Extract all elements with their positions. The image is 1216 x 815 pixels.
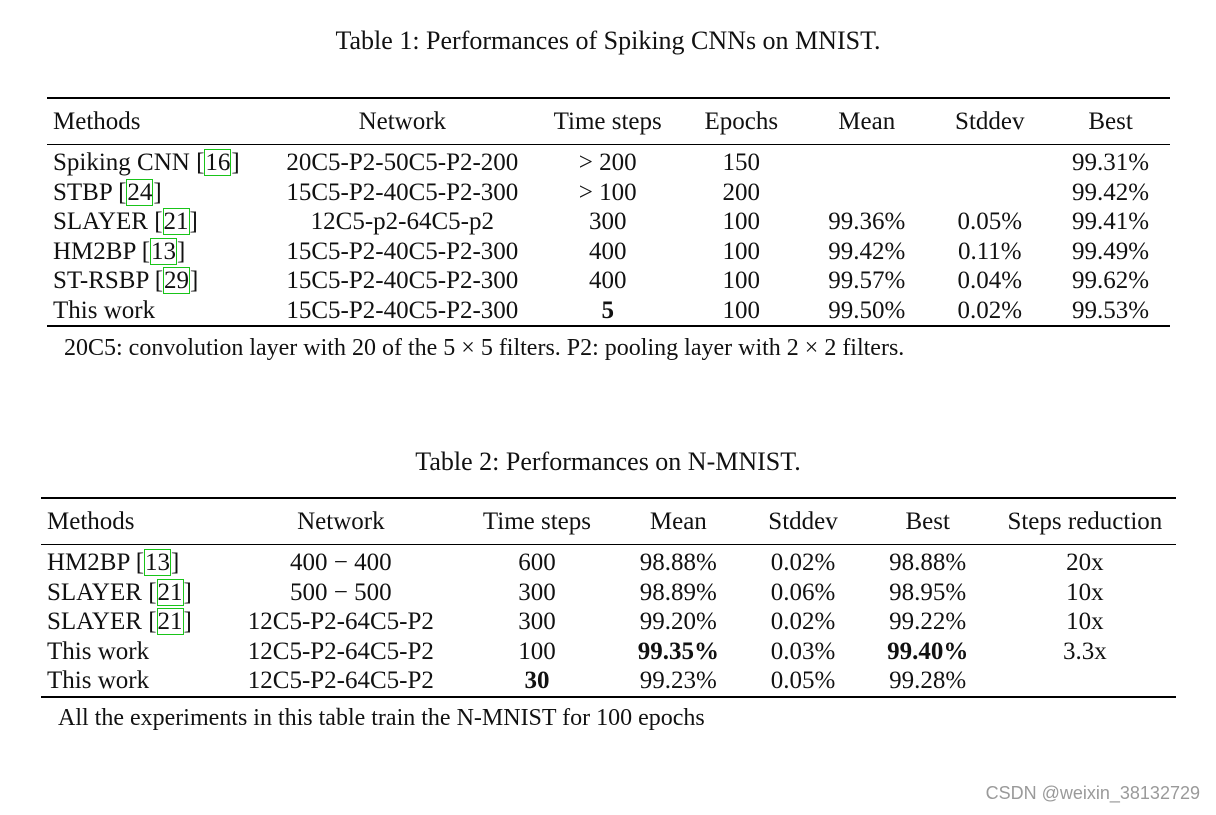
method-cell: SLAYER [21]	[47, 608, 192, 636]
stddev-cell: 0.06%	[770, 578, 836, 606]
best-cell: 99.31%	[1072, 149, 1150, 177]
citation-link[interactable]: 16	[205, 149, 231, 177]
mean-cell: 99.35%	[637, 637, 719, 665]
table-row	[41, 578, 1176, 608]
best-cell: 99.22%	[889, 608, 967, 636]
method-cell: SLAYER [21]	[53, 208, 198, 236]
table1-header-best: Best	[1088, 107, 1133, 135]
table2-header-stddev: Stddev	[768, 507, 838, 535]
citation-link[interactable]: 21	[163, 208, 189, 236]
mean-cell	[805, 178, 928, 208]
table2-header-steps-reduction: Steps reduction	[1007, 507, 1163, 535]
epochs-cell: 100	[722, 267, 761, 295]
best-cell: 99.62%	[1072, 267, 1150, 295]
best-cell: 98.95%	[889, 578, 967, 606]
epochs-cell: 100	[722, 237, 761, 265]
mean-cell: 99.23%	[639, 667, 717, 695]
table2-footnote: All the experiments in this table train the N-MNIST for 100 epochs	[58, 705, 705, 731]
time-steps-cell: 30	[524, 667, 550, 695]
epochs-cell: 150	[722, 149, 761, 177]
stddev-cell: 0.02%	[957, 296, 1023, 324]
table1-header-time-steps: Time steps	[553, 107, 662, 135]
best-cell: 99.42%	[1072, 178, 1150, 206]
table2-header-row	[41, 498, 1176, 545]
steps-reduction-cell: 10x	[1066, 608, 1104, 636]
best-cell: 99.40%	[887, 637, 969, 665]
table1-footnote: 20C5: convolution layer with 20 of the 5 × 5 filters. P2: pooling layer with 2 × 2 filters.	[64, 335, 905, 361]
network-cell: 12C5-p2-64C5-p2	[310, 208, 494, 236]
network-cell: 15C5-P2-40C5-P2-300	[286, 296, 519, 324]
method-cell: STBP [24]	[53, 178, 162, 206]
best-cell: 98.88%	[889, 549, 967, 577]
network-cell: 15C5-P2-40C5-P2-300	[286, 237, 519, 265]
time-steps-cell: 300	[518, 578, 556, 606]
table-row	[47, 237, 1170, 267]
citation-link[interactable]: 13	[151, 237, 177, 265]
method-cell: This work	[53, 296, 156, 324]
stddev-cell: 0.02%	[770, 549, 836, 577]
mean-cell: 98.89%	[639, 578, 717, 606]
table-row	[47, 207, 1170, 237]
time-steps-cell: 600	[518, 549, 556, 577]
time-steps-cell: 400	[588, 237, 627, 265]
mean-cell: 99.20%	[639, 608, 717, 636]
table2	[41, 497, 1176, 698]
table1-header-mean: Mean	[838, 107, 896, 135]
table2-caption: Table 2: Performances on N-MNIST.	[415, 447, 801, 476]
network-cell: 15C5-P2-40C5-P2-300	[286, 178, 519, 206]
time-steps-cell: 300	[518, 608, 556, 636]
time-steps-cell: 100	[518, 637, 556, 665]
epochs-cell: 100	[722, 296, 761, 324]
network-cell: 12C5-P2-64C5-P2	[247, 667, 434, 695]
table1-caption: Table 1: Performances of Spiking CNNs on MNIST.	[335, 26, 881, 55]
network-cell: 20C5-P2-50C5-P2-200	[286, 149, 519, 177]
best-cell: 99.49%	[1072, 237, 1150, 265]
citation-link[interactable]: 24	[127, 178, 153, 206]
table1-header-stddev: Stddev	[955, 107, 1025, 135]
network-cell: 12C5-P2-64C5-P2	[247, 637, 434, 665]
table2-header-mean: Mean	[649, 507, 707, 535]
mean-cell: 99.50%	[828, 296, 906, 324]
epochs-cell: 200	[722, 178, 761, 206]
stddev-cell: 0.05%	[770, 667, 836, 695]
table2-header-best: Best	[905, 507, 950, 535]
table2-header-time-steps: Time steps	[482, 507, 592, 535]
method-cell: SLAYER [21]	[47, 578, 192, 606]
stddev-cell: 0.05%	[957, 208, 1023, 236]
stddev-cell: 0.11%	[957, 237, 1022, 265]
citation-link[interactable]: 21	[157, 578, 183, 606]
method-cell: This work	[47, 637, 150, 665]
table1-header-methods: Methods	[53, 107, 141, 135]
best-cell: 99.41%	[1072, 208, 1150, 236]
mean-cell	[805, 145, 928, 178]
best-cell: 99.28%	[889, 667, 967, 695]
stddev-cell	[928, 145, 1051, 178]
time-steps-cell: > 200	[578, 149, 637, 177]
network-cell: 400 − 400	[290, 549, 392, 577]
table-row	[41, 607, 1176, 637]
table1-header-network: Network	[358, 107, 447, 135]
mean-cell: 99.36%	[828, 208, 906, 236]
mean-cell: 99.57%	[828, 267, 906, 295]
method-cell: This work	[47, 667, 150, 695]
table-row	[47, 145, 1170, 178]
time-steps-cell: 300	[588, 208, 627, 236]
stddev-cell: 0.02%	[770, 608, 836, 636]
steps-reduction-cell	[994, 666, 1176, 697]
time-steps-cell: > 100	[578, 178, 637, 206]
watermark: CSDN @weixin_38132729	[985, 783, 1200, 803]
citation-link[interactable]: 29	[164, 267, 190, 295]
table2-header-network: Network	[297, 507, 385, 535]
network-cell: 12C5-P2-64C5-P2	[247, 608, 434, 636]
network-cell: 500 − 500	[290, 578, 392, 606]
table-row	[41, 545, 1176, 578]
table1	[47, 97, 1170, 327]
table-row	[41, 666, 1176, 697]
table-row	[47, 296, 1170, 327]
steps-reduction-cell: 3.3x	[1062, 637, 1107, 665]
time-steps-cell: 400	[588, 267, 627, 295]
steps-reduction-cell: 10x	[1066, 578, 1104, 606]
table1-header-row	[47, 98, 1170, 145]
citation-link[interactable]: 21	[157, 608, 183, 636]
table-row	[47, 178, 1170, 208]
table-row	[41, 637, 1176, 667]
mean-cell: 99.42%	[828, 237, 906, 265]
network-cell: 15C5-P2-40C5-P2-300	[286, 267, 519, 295]
mean-cell: 98.88%	[639, 549, 717, 577]
stddev-cell: 0.04%	[957, 267, 1023, 295]
stddev-cell	[928, 178, 1051, 208]
table2-header-methods: Methods	[47, 507, 135, 535]
citation-link[interactable]: 13	[145, 549, 171, 577]
stddev-cell: 0.03%	[770, 637, 836, 665]
method-cell: Spiking CNN [16]	[53, 149, 240, 177]
method-cell: HM2BP [13]	[53, 237, 186, 265]
time-steps-cell: 5	[601, 296, 614, 324]
epochs-cell: 100	[722, 208, 761, 236]
method-cell: ST-RSBP [29]	[53, 267, 199, 295]
best-cell: 99.53%	[1072, 296, 1150, 324]
table-row	[47, 266, 1170, 296]
steps-reduction-cell: 20x	[1066, 549, 1104, 577]
table1-header-epochs: Epochs	[704, 107, 779, 135]
method-cell: HM2BP [13]	[47, 549, 180, 577]
